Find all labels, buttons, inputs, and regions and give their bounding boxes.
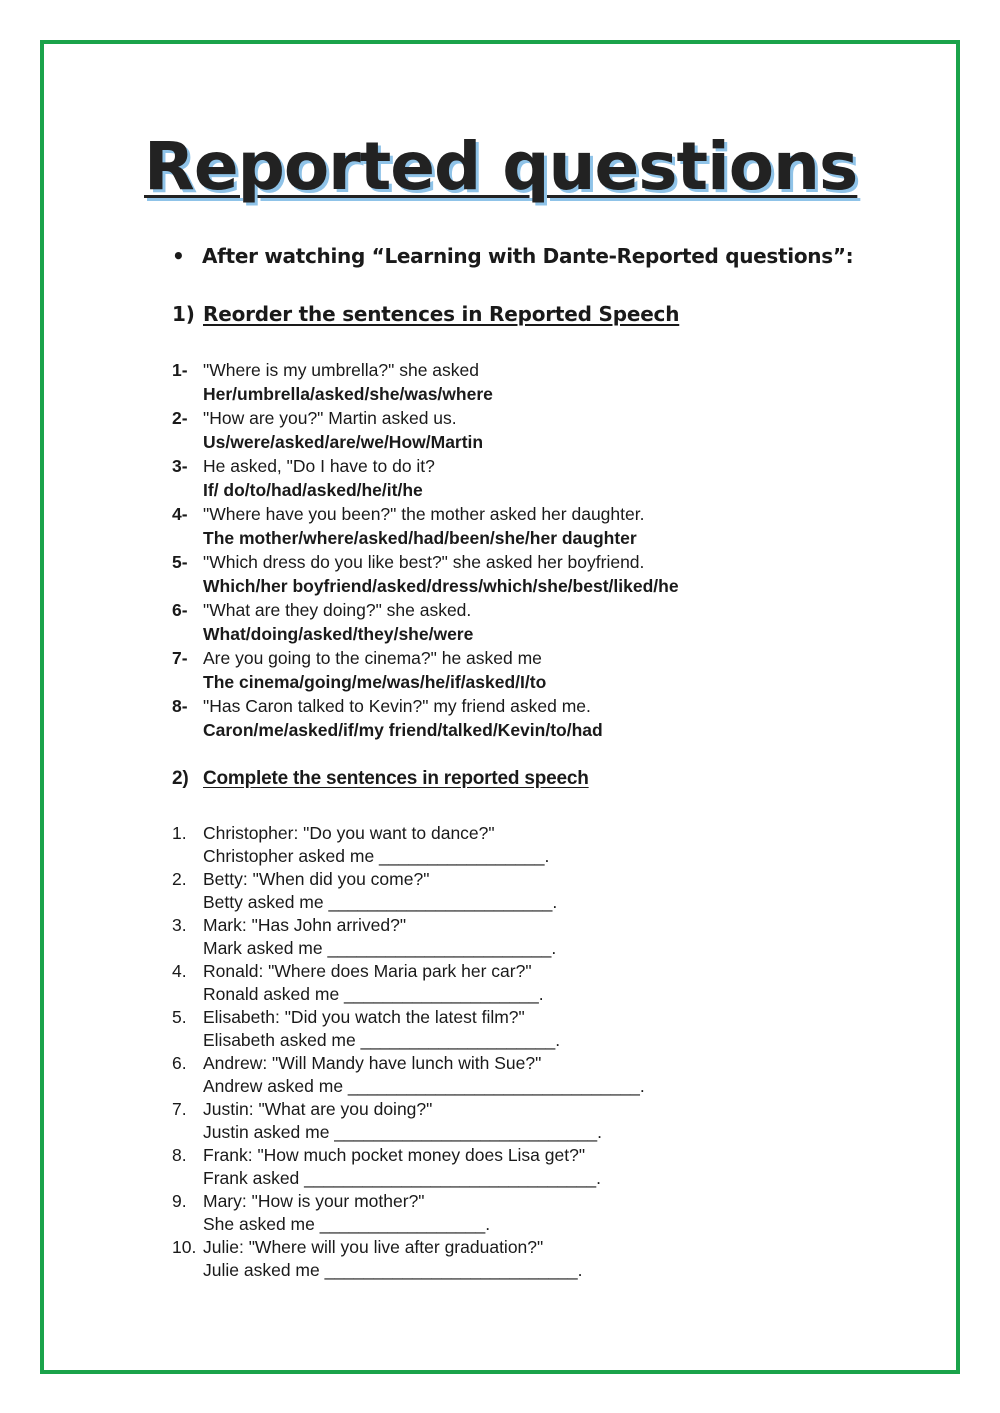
item-number: 1- (172, 360, 188, 380)
reorder-list (172, 358, 679, 742)
list-item (172, 598, 679, 646)
item-question: Justin: "What are you doing?" (203, 1099, 433, 1119)
item-scrambled: Her/umbrella/asked/she/was/where (203, 384, 493, 404)
item-blank: Betty asked me _______________________. (203, 892, 558, 912)
item-blank: Frank asked ______________________________. (203, 1168, 601, 1188)
item-question: Betty: "When did you come?" (203, 869, 430, 889)
item-number: 7- (172, 648, 188, 668)
list-item (172, 1236, 645, 1282)
list-item (172, 914, 645, 960)
list-item (172, 502, 679, 550)
list-item (172, 646, 679, 694)
bullet-icon: • (172, 244, 185, 268)
item-question: "Where have you been?" the mother asked her daughter. (203, 504, 645, 524)
item-question: He asked, "Do I have to do it? (203, 456, 435, 476)
item-blank: Ronald asked me ____________________. (203, 984, 544, 1004)
list-item (172, 1098, 645, 1144)
list-item (172, 358, 679, 406)
item-number: 5. (172, 1007, 187, 1027)
item-question: Ronald: "Where does Maria park her car?" (203, 961, 532, 981)
list-item (172, 1190, 645, 1236)
list-item (172, 454, 679, 502)
item-blank: She asked me _________________. (203, 1214, 491, 1234)
section-2-title: Complete the sentences in reported speech (203, 768, 589, 789)
intro-text: After watching “Learning with Dante-Reported questions”: (202, 244, 854, 268)
item-scrambled: If/ do/to/had/asked/he/it/he (203, 480, 423, 500)
item-question: "Which dress do you like best?" she asked her boyfriend. (203, 552, 645, 572)
item-blank: Elisabeth asked me ____________________. (203, 1030, 561, 1050)
item-question: "Has Caron talked to Kevin?" my friend asked me. (203, 696, 591, 716)
section-1-number: 1) (172, 302, 195, 326)
item-number: 8- (172, 696, 188, 716)
item-number: 10. (172, 1237, 197, 1257)
intro-bullet (172, 244, 853, 268)
item-scrambled: Us/were/asked/are/we/How/Martin (203, 432, 484, 452)
item-blank: Andrew asked me ______________________________. (203, 1076, 645, 1096)
item-question: Mary: "How is your mother?" (203, 1191, 425, 1211)
list-item (172, 406, 679, 454)
item-number: 6- (172, 600, 188, 620)
item-scrambled: The cinema/going/me/was/he/if/asked/I/to (203, 672, 547, 692)
item-number: 8. (172, 1145, 187, 1165)
section-1-heading (172, 302, 679, 326)
item-number: 7. (172, 1099, 187, 1119)
item-number: 6. (172, 1053, 187, 1073)
item-question: "Where is my umbrella?" she asked (203, 360, 480, 380)
item-number: 4- (172, 504, 188, 524)
item-scrambled: The mother/where/asked/had/been/she/her daughter (203, 528, 637, 548)
item-number: 2- (172, 408, 188, 428)
list-item (172, 868, 645, 914)
list-item (172, 1052, 645, 1098)
item-number: 1. (172, 823, 187, 843)
item-blank: Christopher asked me _________________. (203, 846, 550, 866)
list-item (172, 1144, 645, 1190)
item-question: Elisabeth: "Did you watch the latest film?" (203, 1007, 525, 1027)
item-number: 3- (172, 456, 188, 476)
section-2-heading (172, 768, 589, 790)
item-scrambled: What/doing/asked/they/she/were (203, 624, 474, 644)
list-item (172, 694, 679, 742)
item-scrambled: Which/her boyfriend/asked/dress/which/she/best/liked/he (203, 576, 679, 596)
list-item (172, 960, 645, 1006)
list-item (172, 550, 679, 598)
item-question: Mark: "Has John arrived?" (203, 915, 407, 935)
item-question: Are you going to the cinema?" he asked me (203, 648, 542, 668)
item-number: 5- (172, 552, 188, 572)
item-number: 4. (172, 961, 187, 981)
item-question: Christopher: "Do you want to dance?" (203, 823, 495, 843)
item-blank: Mark asked me _______________________. (203, 938, 557, 958)
item-number: 9. (172, 1191, 187, 1211)
item-number: 3. (172, 915, 187, 935)
item-question: "What are they doing?" she asked. (203, 600, 472, 620)
list-item (172, 822, 645, 868)
complete-list (172, 822, 645, 1282)
section-1-title: Reorder the sentences in Reported Speech (203, 302, 680, 326)
item-number: 2. (172, 869, 187, 889)
page-title: Reported questions (144, 128, 858, 205)
item-blank: Justin asked me ___________________________. (203, 1122, 602, 1142)
list-item (172, 1006, 645, 1052)
item-question: Frank: "How much pocket money does Lisa get?" (203, 1145, 586, 1165)
section-2-number: 2) (172, 768, 189, 789)
item-scrambled: Caron/me/asked/if/my friend/talked/Kevin/to/had (203, 720, 603, 740)
item-question: "How are you?" Martin asked us. (203, 408, 457, 428)
item-question: Andrew: "Will Mandy have lunch with Sue?" (203, 1053, 542, 1073)
item-question: Julie: "Where will you live after graduation?" (203, 1237, 544, 1257)
item-blank: Julie asked me __________________________. (203, 1260, 583, 1280)
